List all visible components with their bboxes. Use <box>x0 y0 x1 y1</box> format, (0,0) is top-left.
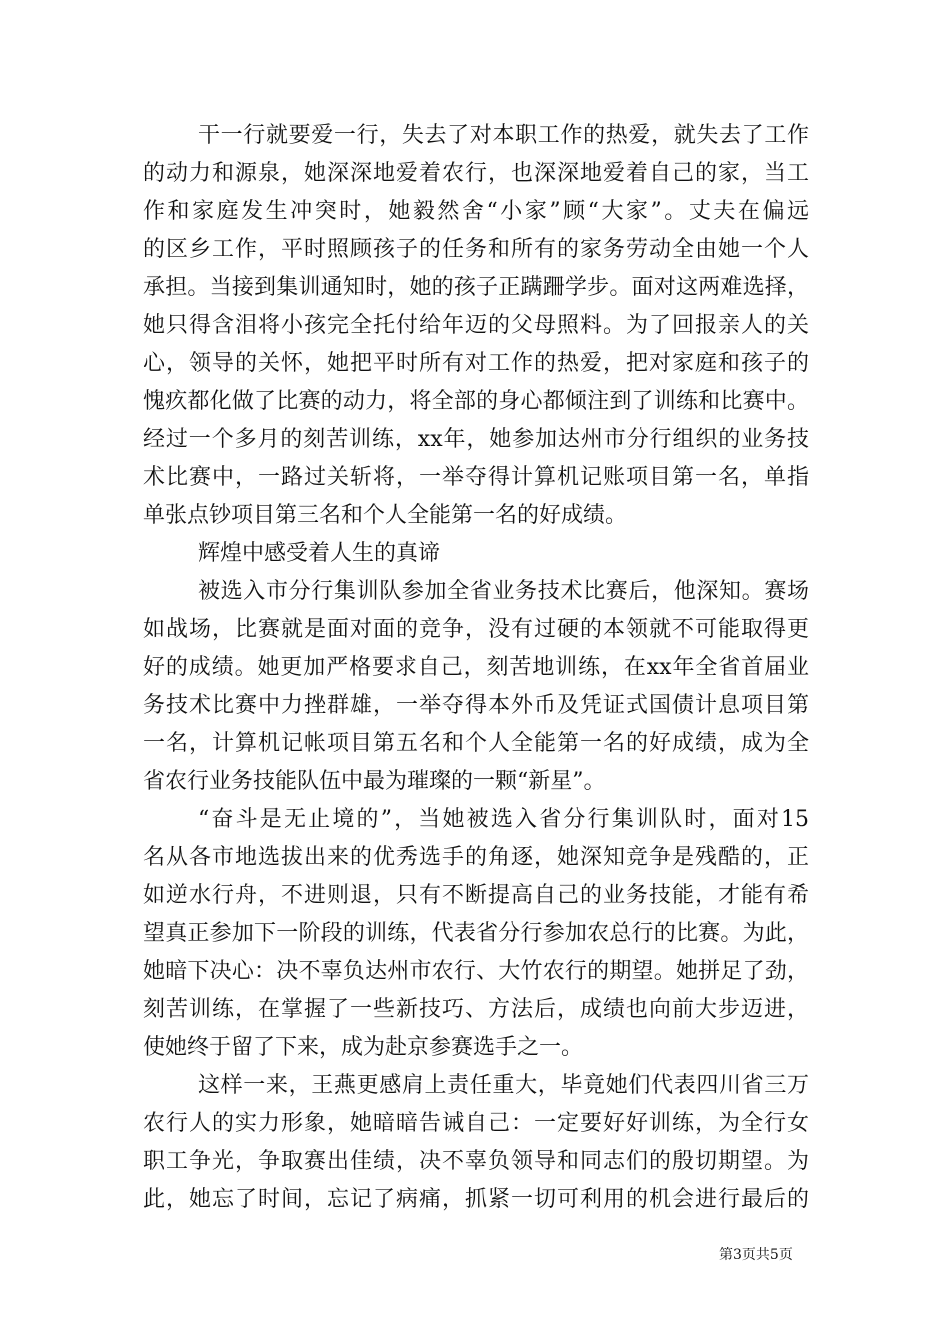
text-line: 刻苦训练，在掌握了一些新技巧、方法后，成绩也向前大步迈进， <box>143 997 809 1022</box>
text-line: 她暗下决心：决不辜负达州市农行、大竹农行的期望。她拼足了劲， <box>143 959 809 984</box>
text-line: 省农行业务技能队伍中最为璀璨的一颗“新星”。 <box>143 769 606 794</box>
section-heading: 辉煌中感受着人生的真谛 <box>198 541 441 566</box>
text-line: 的动力和源泉，她深深地爱着农行，也深深地爱着自己的家，当工 <box>143 161 809 186</box>
text-line: 单张点钞项目第三名和个人全能第一名的好成绩。 <box>143 503 628 528</box>
text-line: 好的成绩。她更加严格要求自己，刻苦地训练，在xx年全省首届业 <box>143 655 809 680</box>
text-line: 使她终于留了下来，成为赴京参赛选手之一。 <box>143 1035 584 1060</box>
text-line: 承担。当接到集训通知时，她的孩子正蹒跚学步。面对这两难选择， <box>143 275 809 300</box>
text-line: 如逆水行舟，不进则退，只有不断提高自己的业务技能，才能有希 <box>143 883 809 908</box>
text-line: 被选入市分行集训队参加全省业务技术比赛后，他深知。赛场 <box>198 579 809 604</box>
text-line: “奋斗是无止境的”，当她被选入省分行集训队时，面对15 <box>198 807 809 832</box>
text-line: 这样一来，王燕更感肩上责任重大，毕竟她们代表四川省三万 <box>198 1073 809 1098</box>
text-line: 作和家庭发生冲突时，她毅然舍“小家”顾“大家”。丈夫在偏远 <box>143 199 809 224</box>
page-indicator: 第3页共5页 <box>719 1247 793 1263</box>
text-line: 干一行就要爱一行，失去了对本职工作的热爱，就失去了工作 <box>198 123 809 148</box>
text-line: 职工争光，争取赛出佳绩，决不辜负领导和同志们的殷切期望。为 <box>143 1149 809 1174</box>
text-line: 名从各市地选拔出来的优秀选手的角逐，她深知竞争是残酷的，正 <box>143 845 809 870</box>
text-line: 心，领导的关怀，她把平时所有对工作的热爱，把对家庭和孩子的 <box>143 351 809 376</box>
text-line: 的区乡工作，平时照顾孩子的任务和所有的家务劳动全由她一个人 <box>143 237 809 262</box>
text-line: 如战场，比赛就是面对面的竞争，没有过硬的本领就不可能取得更 <box>143 617 809 642</box>
text-line: 农行人的实力形象，她暗暗告诫自己：一定要好好训练，为全行女 <box>143 1111 809 1136</box>
document-body <box>143 117 809 1219</box>
text-line: 她只得含泪将小孩完全托付给年迈的父母照料。为了回报亲人的关 <box>143 313 809 338</box>
text-line: 一名，计算机记帐项目第五名和个人全能第一名的好成绩，成为全 <box>143 731 809 756</box>
text-line: 务技术比赛中力挫群雄，一举夺得本外币及凭证式国债计息项目第 <box>143 693 809 718</box>
text-line: 此，她忘了时间，忘记了病痛，抓紧一切可利用的机会进行最后的 <box>143 1187 809 1212</box>
text-line: 愧疚都化做了比赛的动力，将全部的身心都倾注到了训练和比赛中。 <box>143 389 809 414</box>
text-line: 经过一个多月的刻苦训练，xx年，她参加达州市分行组织的业务技 <box>143 427 809 452</box>
text-line: 术比赛中，一路过关斩将，一举夺得计算机记账项目第一名，单指 <box>143 465 809 490</box>
text-line: 望真正参加下一阶段的训练，代表省分行参加农总行的比赛。为此， <box>143 921 809 946</box>
